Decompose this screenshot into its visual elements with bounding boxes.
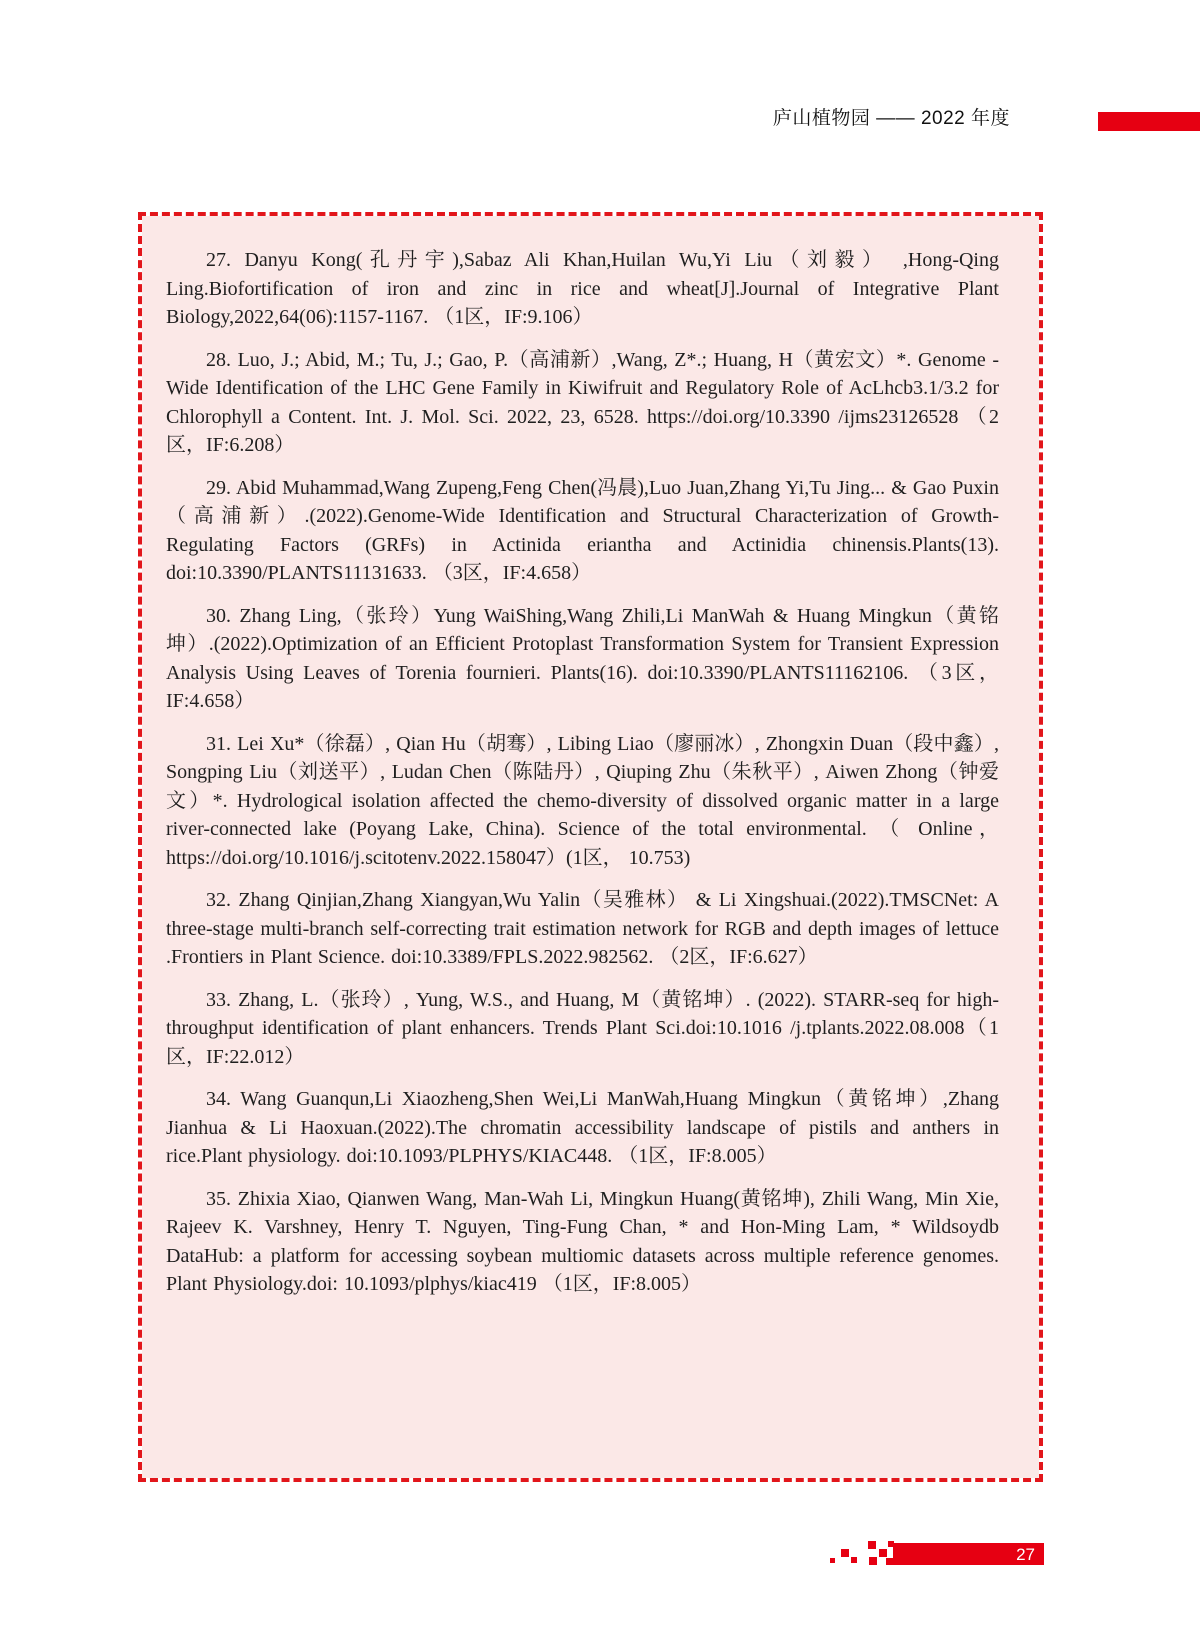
reference-entry-32: 32. Zhang Qinjian,Zhang Xiangyan,Wu Yalin（吴雅林） & Li Xingshuai.(2022).TMSCNet: A three-stage multi-branch self-correcting trait estimation network for RGB and depth images of lettuce .Frontiers in Plant Science. doi:10.3389/FPLS.2022.982562. （2区，IF:6.627） xyxy=(166,889,999,968)
page-header-title: 庐山植物园 —— 2022 年度 xyxy=(772,108,1010,129)
reference-entry-34: 34. Wang Guanqun,Li Xiaozheng,Shen Wei,Li ManWah,Huang Mingkun（黄铭坤）,Zhang Jianhua & Li Haoxuan.(2022).The chromatin accessibility landscape of pistils and anthers in rice.Plant physiology. doi:10.1093/PLPHYS/KIAC448. （1区，IF:8.005） xyxy=(166,1088,999,1167)
reference-entry-29: 29. Abid Muhammad,Wang Zupeng,Feng Chen(冯晨),Luo Juan,Zhang Yi,Tu Jing... & Gao Puxin（高浦新）.(2022).Genome-Wide Identification and Structural Characterization of Growth-Regulating Factors (GRFs) in Actinida eriantha and Actinidia chinensis.Plants(13). doi:10.3390/PLANTS11131633. （3区，IF:4.658） xyxy=(166,476,999,584)
reference-entry-28: 28. Luo, J.; Abid, M.; Tu, J.; Gao, P.（高浦新）,Wang, Z*.; Huang, H（黄宏文）*. Genome -Wide Identification of the LHC Gene Family in Kiwifruit and Regulatory Role of AcLhcb3.1/3.2 for Chlorophyll a Content. Int. J. Mol. Sci. 2022, 23, 6528. https://doi.org/10.3390 /ijms23126528 （2区，IF:6.208） xyxy=(166,348,999,456)
page-number: 27 xyxy=(1016,1544,1035,1564)
publication-list-box xyxy=(138,212,1043,1482)
reference-entry-27: 27. Danyu Kong(孔丹宇),Sabaz Ali Khan,Huilan Wu,Yi Liu（刘毅） ,Hong-Qing Ling.Biofortification of iron and zinc in rice and wheat[J].Journal of Integrative Plant Biology,2022,64(06):1157-1167. （1区，IF:9.106） xyxy=(166,249,999,328)
pixel-mosaic-decoration xyxy=(828,1539,894,1567)
header-red-bar xyxy=(1098,112,1200,131)
reference-entry-33: 33. Zhang, L.（张玲）, Yung, W.S., and Huang, M（黄铭坤）. (2022). STARR-seq for high-throughput identification of plant enhancers. Trends Plant Sci.doi:10.1016 /j.tplants.2022.08.008（1区，IF:22.012） xyxy=(166,988,999,1068)
reference-entry-30: 30. Zhang Ling,（张玲）Yung WaiShing,Wang Zhili,Li ManWah & Huang Mingkun（黄铭坤）.(2022).Optimization of an Efficient Protoplast Transformation System for Transient Expression Analysis Using Leaves of Torenia fournieri. Plants(16). doi:10.3390/PLANTS11162106. （3区，IF:4.658） xyxy=(166,604,999,712)
page-number-badge xyxy=(893,1543,1044,1565)
reference-entry-35: 35. Zhixia Xiao, Qianwen Wang, Man-Wah Li, Mingkun Huang(黄铭坤), Zhili Wang, Min Xie, Rajeev K. Varshney, Henry T. Nguyen, Ting-Fung Chan, * and Hon-Ming Lam, * Wildsoydb DataHub: a platform for accessing soybean multiomic datasets across multiple reference genomes. Plant Physiology.doi: 10.1093/plphys/kiac419 （1区，IF:8.005） xyxy=(166,1187,999,1295)
reference-entry-31: 31. Lei Xu*（徐磊）, Qian Hu（胡骞）, Libing Liao（廖丽冰）, Zhongxin Duan（段中鑫）, Songping Liu（刘送平）, Ludan Chen（陈陆丹）, Qiuping Zhu（朱秋平）, Aiwen Zhong（钟爱文）*. Hydrological isolation affected the chemo-diversity of dissolved organic matter in a large river-connected lake (Poyang Lake, China). Science of the total environmental. （ Online， https://doi.org/10.1016/j.scitotenv.2022.158047）(1区， 10.753) xyxy=(166,732,999,869)
